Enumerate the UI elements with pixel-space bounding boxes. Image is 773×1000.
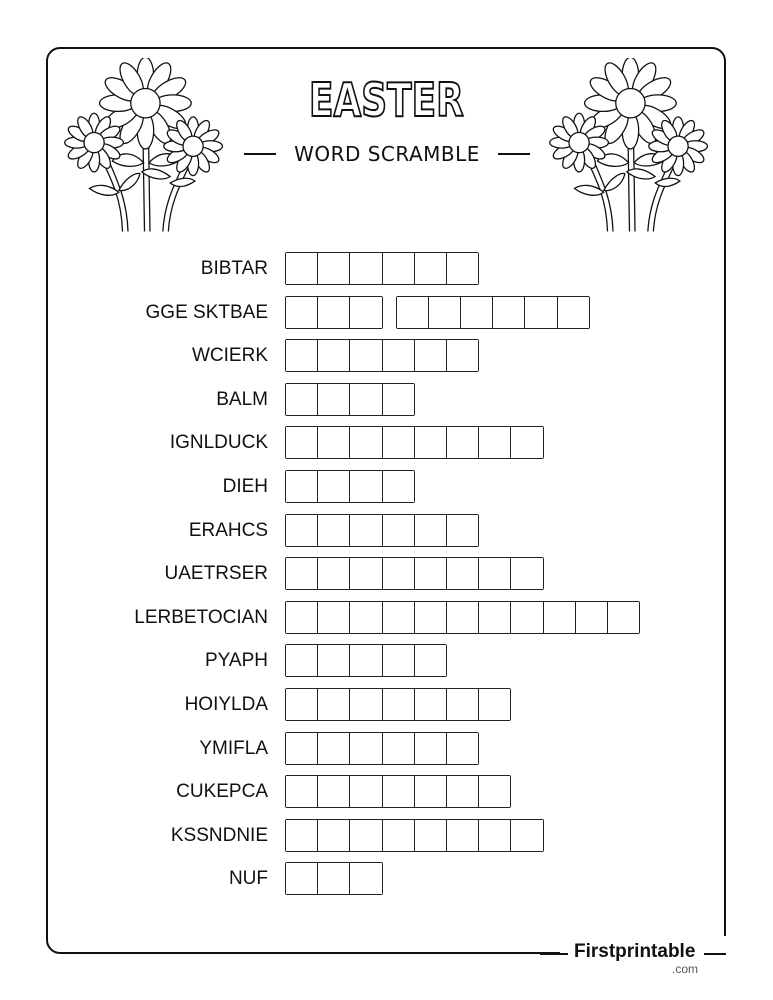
puzzle-row xyxy=(0,383,773,417)
letter-box[interactable] xyxy=(318,863,350,894)
puzzle-row xyxy=(0,732,773,766)
scrambled-word: WCIERK xyxy=(192,345,268,367)
letter-box[interactable] xyxy=(479,820,511,851)
letter-box[interactable] xyxy=(286,863,318,894)
letter-box[interactable] xyxy=(350,471,382,502)
letter-box[interactable] xyxy=(576,602,608,633)
letter-box[interactable] xyxy=(383,820,415,851)
letter-box[interactable] xyxy=(350,776,382,807)
puzzle-row xyxy=(0,644,773,678)
letter-box[interactable] xyxy=(350,297,381,328)
answer-boxes xyxy=(285,383,428,416)
letter-box[interactable] xyxy=(447,776,479,807)
letter-box[interactable] xyxy=(447,340,478,371)
answer-word-group xyxy=(285,775,511,808)
letter-box[interactable] xyxy=(415,427,447,458)
letter-box[interactable] xyxy=(608,602,639,633)
letter-box[interactable] xyxy=(429,297,461,328)
answer-boxes xyxy=(285,252,492,285)
scrambled-word: HOIYLDA xyxy=(184,694,268,715)
puzzle-row xyxy=(0,557,773,591)
letter-box[interactable] xyxy=(318,515,350,546)
letter-box[interactable] xyxy=(415,602,447,633)
letter-box[interactable] xyxy=(544,602,576,633)
answer-word-group xyxy=(285,644,447,677)
letter-box[interactable] xyxy=(350,863,381,894)
letter-box[interactable] xyxy=(383,340,415,371)
letter-box[interactable] xyxy=(511,558,542,589)
letter-box[interactable] xyxy=(286,689,318,720)
answer-boxes xyxy=(285,688,524,721)
answer-boxes xyxy=(285,732,492,765)
letter-box[interactable] xyxy=(383,471,414,502)
letter-box[interactable] xyxy=(286,733,318,764)
letter-box[interactable] xyxy=(318,471,350,502)
letter-box[interactable] xyxy=(511,820,542,851)
letter-box[interactable] xyxy=(318,340,350,371)
letter-box[interactable] xyxy=(447,820,479,851)
scrambled-word: GGE SKTBAE xyxy=(145,301,268,323)
scrambled-word: NUF xyxy=(228,868,268,890)
letter-box[interactable] xyxy=(350,253,382,284)
puzzle-row xyxy=(0,252,773,286)
letter-box[interactable] xyxy=(383,253,415,284)
letter-box[interactable] xyxy=(461,297,493,328)
answer-boxes xyxy=(285,339,492,372)
letter-box[interactable] xyxy=(350,689,382,720)
letter-box[interactable] xyxy=(415,733,447,764)
letter-box[interactable] xyxy=(479,776,510,807)
letter-box[interactable] xyxy=(318,427,350,458)
answer-boxes xyxy=(285,601,653,634)
letter-box[interactable] xyxy=(318,253,350,284)
letter-box[interactable] xyxy=(318,645,350,676)
letter-box[interactable] xyxy=(415,340,447,371)
letter-box[interactable] xyxy=(383,558,415,589)
letter-box[interactable] xyxy=(350,820,382,851)
scrambled-word: CUKEPCA xyxy=(176,781,268,803)
answer-word-group xyxy=(285,601,640,634)
scrambled-word: ERAHCS xyxy=(188,519,268,541)
letter-box[interactable] xyxy=(479,602,511,633)
letter-box[interactable] xyxy=(286,471,318,502)
letter-box[interactable] xyxy=(350,384,382,415)
letter-box[interactable] xyxy=(286,253,318,284)
answer-word-group xyxy=(285,296,383,329)
subtitle-divider-left xyxy=(244,153,276,155)
letter-box[interactable] xyxy=(479,689,510,720)
letter-box[interactable] xyxy=(383,645,415,676)
answer-word-group xyxy=(285,819,544,852)
answer-word-group xyxy=(285,732,479,765)
puzzle-row xyxy=(0,296,773,330)
answer-boxes xyxy=(285,862,396,895)
scrambled-word: UAETRSER xyxy=(164,563,268,585)
scrambled-word: KSSNDNIE xyxy=(170,824,268,846)
scrambled-word: LERBETOCIAN xyxy=(134,606,268,628)
letter-box[interactable] xyxy=(415,253,447,284)
letter-box[interactable] xyxy=(415,645,446,676)
letter-box[interactable] xyxy=(286,384,318,415)
letter-box[interactable] xyxy=(350,515,382,546)
letter-box[interactable] xyxy=(383,427,415,458)
letter-box[interactable] xyxy=(479,427,511,458)
footer-divider-left xyxy=(540,953,568,955)
letter-box[interactable] xyxy=(286,340,318,371)
answer-boxes xyxy=(285,644,460,677)
puzzle-row xyxy=(0,339,773,373)
letter-box[interactable] xyxy=(447,558,479,589)
letter-box[interactable] xyxy=(383,602,415,633)
letter-box[interactable] xyxy=(350,733,382,764)
answer-word-group xyxy=(285,470,415,503)
answer-word-group xyxy=(285,862,383,895)
letter-box[interactable] xyxy=(318,733,350,764)
answer-boxes xyxy=(285,557,557,590)
scrambled-word: DIEH xyxy=(222,476,268,497)
letter-box[interactable] xyxy=(318,689,350,720)
answer-boxes xyxy=(285,426,557,459)
letter-box[interactable] xyxy=(286,558,318,589)
page-subtitle: WORD SCRAMBLE xyxy=(294,142,480,166)
flower-bouquet-icon xyxy=(62,58,227,240)
letter-box[interactable] xyxy=(397,297,429,328)
scrambled-word: BIBTAR xyxy=(200,258,268,279)
letter-box[interactable] xyxy=(350,558,382,589)
puzzle-row xyxy=(0,688,773,722)
puzzle-row xyxy=(0,514,773,548)
letter-box[interactable] xyxy=(447,689,479,720)
letter-box[interactable] xyxy=(286,645,318,676)
letter-box[interactable] xyxy=(286,820,318,851)
letter-box[interactable] xyxy=(415,689,447,720)
brand-logo: Firstprintable xyxy=(570,941,699,963)
subtitle-row xyxy=(244,140,530,168)
letter-box[interactable] xyxy=(318,820,350,851)
letter-box[interactable] xyxy=(318,776,350,807)
answer-word-group xyxy=(285,426,544,459)
puzzle-row xyxy=(0,775,773,809)
letter-box[interactable] xyxy=(318,558,350,589)
letter-box[interactable] xyxy=(350,645,382,676)
letter-box[interactable] xyxy=(525,297,557,328)
answer-word-group xyxy=(285,688,511,721)
brand-domain: .com xyxy=(672,962,699,976)
letter-box[interactable] xyxy=(415,515,447,546)
letter-box[interactable] xyxy=(415,820,447,851)
letter-box[interactable] xyxy=(318,384,350,415)
scrambled-word: YMIFLA xyxy=(199,737,268,759)
answer-word-group xyxy=(396,296,590,329)
letter-box[interactable] xyxy=(383,776,415,807)
letter-box[interactable] xyxy=(318,297,350,328)
flower-bouquet-icon xyxy=(547,58,712,240)
letter-box[interactable] xyxy=(350,427,382,458)
letter-box[interactable] xyxy=(493,297,525,328)
letter-box[interactable] xyxy=(286,427,318,458)
scrambled-word: BALM xyxy=(216,388,268,410)
letter-box[interactable] xyxy=(286,297,318,328)
answer-word-group xyxy=(285,557,544,590)
letter-box[interactable] xyxy=(447,733,478,764)
letter-box[interactable] xyxy=(479,558,511,589)
letter-box[interactable] xyxy=(447,253,478,284)
scrambled-word: PYAPH xyxy=(204,650,268,672)
letter-box[interactable] xyxy=(511,427,542,458)
letter-box[interactable] xyxy=(383,384,414,415)
puzzle-row xyxy=(0,862,773,896)
letter-box[interactable] xyxy=(318,602,350,633)
letter-box[interactable] xyxy=(415,776,447,807)
answer-boxes xyxy=(285,775,524,808)
answer-boxes xyxy=(285,514,492,547)
letter-box[interactable] xyxy=(383,689,415,720)
scrambled-word: IGNLDUCK xyxy=(169,432,268,454)
letter-box[interactable] xyxy=(350,340,382,371)
letter-box[interactable] xyxy=(447,602,479,633)
footer-divider-right xyxy=(704,953,726,955)
answer-boxes xyxy=(285,819,557,852)
puzzle-row xyxy=(0,470,773,504)
puzzle-row xyxy=(0,601,773,635)
answer-word-group xyxy=(285,339,479,372)
letter-box[interactable] xyxy=(350,602,382,633)
letter-box[interactable] xyxy=(511,602,543,633)
letter-box[interactable] xyxy=(286,602,318,633)
answer-boxes xyxy=(285,470,428,503)
puzzle-row xyxy=(0,426,773,460)
letter-box[interactable] xyxy=(383,733,415,764)
answer-word-group xyxy=(285,252,479,285)
letter-box[interactable] xyxy=(415,558,447,589)
answer-boxes xyxy=(285,296,603,329)
subtitle-divider-right xyxy=(498,153,530,155)
letter-box[interactable] xyxy=(447,427,479,458)
answer-word-group xyxy=(285,514,479,547)
letter-box[interactable] xyxy=(286,776,318,807)
letter-box[interactable] xyxy=(447,515,478,546)
letter-box[interactable] xyxy=(383,515,415,546)
letter-box[interactable] xyxy=(558,297,589,328)
letter-box[interactable] xyxy=(286,515,318,546)
answer-word-group xyxy=(285,383,415,416)
puzzle-row xyxy=(0,819,773,853)
page-title: EASTER xyxy=(309,73,464,127)
